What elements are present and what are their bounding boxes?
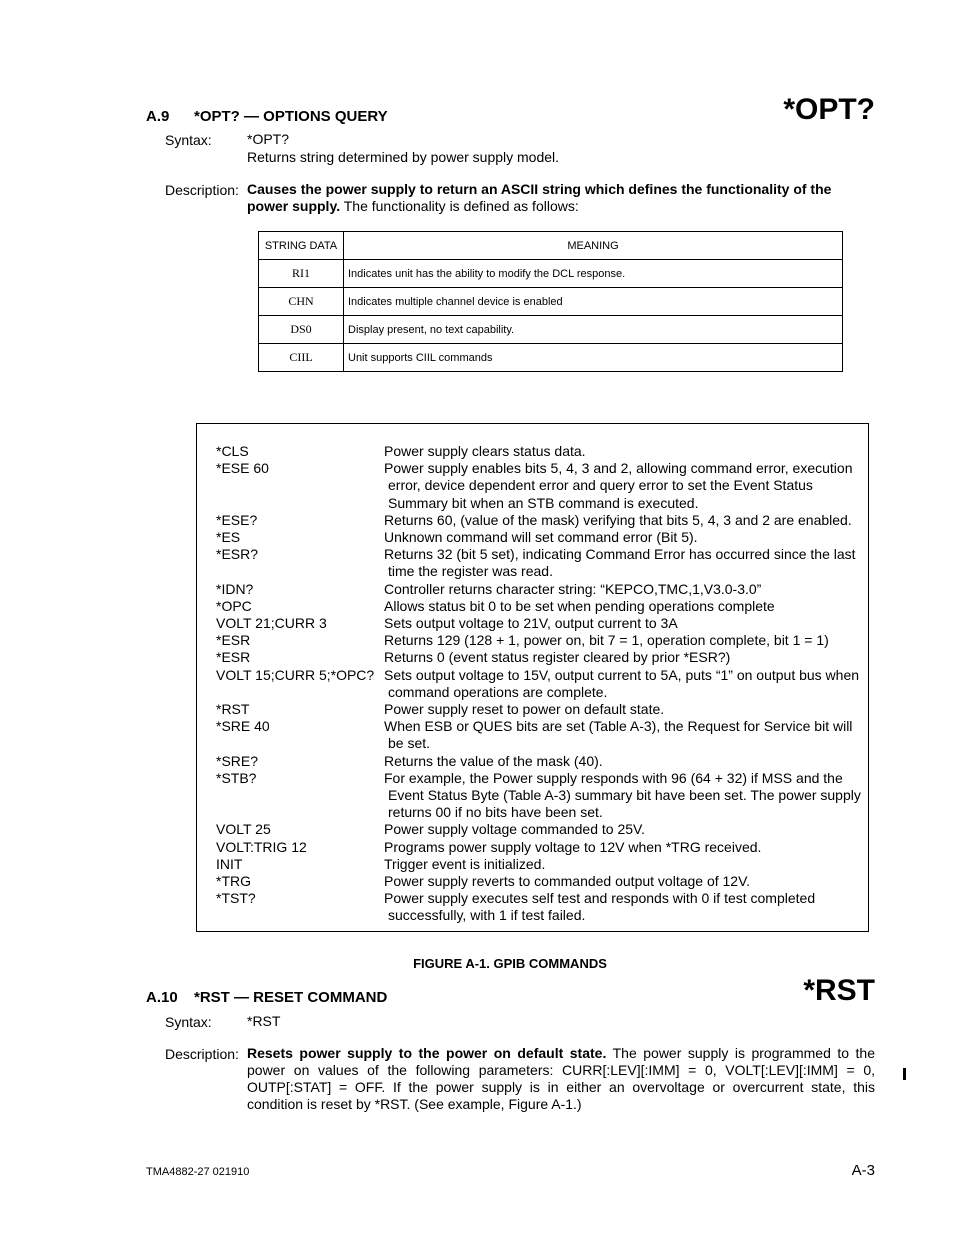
result-line: Returns 129 (128 + 1, power on, bit 7 = 1, operation complete, bit 1 = 1) <box>384 632 829 649</box>
string-meaning: Display present, no text capability. <box>344 316 843 344</box>
command-text: *STB? <box>216 769 257 786</box>
table-row <box>259 344 843 372</box>
table-header-row <box>259 232 843 260</box>
result-line: error, device dependent error and query error to set the Event Status <box>388 477 813 494</box>
result-line: Power supply voltage commanded to 25V. <box>384 821 645 838</box>
result-line: Power supply reverts to commanded output voltage of 12V. <box>384 873 751 889</box>
command-text: *ES <box>216 529 241 545</box>
command-result <box>384 546 864 580</box>
command-result <box>384 701 864 718</box>
table-row <box>259 288 843 316</box>
command-text: VOLT:TRIG 12 <box>216 838 307 855</box>
section-title: *RST — RESET COMMAND <box>194 989 388 1006</box>
result-line: time the register was read. <box>388 563 553 580</box>
footer-page-number: A-3 <box>851 1162 875 1179</box>
rst-command-banner: *RST <box>803 974 875 1007</box>
result-line: Power supply executes self test and responds with 0 if test completed <box>384 890 816 907</box>
result-line: Power supply reset to power on default state. <box>384 701 665 717</box>
description-text <box>247 1045 875 1113</box>
section-a9-heading <box>146 108 388 125</box>
result-line: Returns the value of the mask (40). <box>384 752 603 769</box>
command-result <box>384 615 864 632</box>
section-number: A.9 <box>146 108 170 125</box>
result-line: be set. <box>388 735 431 752</box>
description-bold: Resets power supply to the power on default state. <box>247 1045 607 1061</box>
command-text: *OPC <box>216 597 252 614</box>
command-result <box>384 667 864 701</box>
result-line: Allows status bit 0 to be set when pending operations complete <box>384 597 775 614</box>
result-line: Sets output voltage to 21V, output current to 3A <box>384 615 678 631</box>
string-code: CHN <box>259 288 344 316</box>
result-line: Returns 32 (bit 5 set), indicating Command Error has occurred since the last <box>384 546 856 563</box>
command-text: *CLS <box>216 443 249 459</box>
description-label: Description: <box>165 182 239 198</box>
result-line: Sets output voltage to 15V, output current to 5A, puts “1” on output bus when <box>384 666 860 683</box>
syntax-label: Syntax: <box>165 1014 212 1030</box>
command-text: *TRG <box>216 873 251 889</box>
description-rest: The power supply is programmed to the power on values of the following parameters: CURR[:LEV][:IMM] = 0, VOLT[:LEV][:IMM] = 0, OUTP[:STAT] = OFF. If the power supply is in either an overvoltage or overcurrent state, this condition is reset by *RST. (See example, Figure A-1.) <box>247 1045 876 1112</box>
command-text: *ESE 60 <box>216 460 269 477</box>
result-line: Controller returns character string: “KEPCO,TMC,1,V3.0-3.0” <box>384 580 762 597</box>
command-text: *ESR <box>216 649 251 666</box>
command-result <box>384 512 864 529</box>
result-line: Power supply clears status data. <box>384 443 586 459</box>
opt-command-banner: *OPT? <box>783 93 875 126</box>
command-result <box>384 581 864 598</box>
command-text: *ESE? <box>216 511 258 528</box>
command-result <box>384 753 864 770</box>
command-result <box>384 890 864 924</box>
string-code: CIIL <box>259 344 344 372</box>
header-string-data: STRING DATA <box>259 232 344 260</box>
section-title: *OPT? — OPTIONS QUERY <box>194 108 388 125</box>
command-text: *SRE 40 <box>216 718 270 735</box>
command-text: *ESR? <box>216 546 259 563</box>
description-bold: Causes the power supply to return an ASCII string which defines the functionality of the power supply. <box>247 181 832 214</box>
string-meaning: Indicates unit has the ability to modify the DCL response. <box>344 260 843 288</box>
command-text: *RST <box>216 701 250 717</box>
command-result <box>384 529 864 546</box>
command-text: *IDN? <box>216 580 254 597</box>
string-meaning: Indicates multiple channel device is enabled <box>344 288 843 316</box>
command-result <box>384 770 864 822</box>
command-result <box>384 649 864 666</box>
command-result <box>384 821 864 838</box>
options-table <box>258 231 843 372</box>
command-text: *TST? <box>216 890 256 907</box>
syntax-returns: Returns string determined by power supply model. <box>247 149 560 165</box>
command-result <box>384 443 864 460</box>
command-text: INIT <box>216 855 243 872</box>
description-rest: The functionality is defined as follows: <box>340 198 579 214</box>
command-text: VOLT 15;CURR 5;*OPC? <box>216 666 375 683</box>
syntax-label: Syntax: <box>165 132 212 148</box>
command-result <box>384 873 864 890</box>
command-text: *ESR <box>216 632 251 649</box>
string-code: DS0 <box>259 316 344 344</box>
command-text: *SRE? <box>216 752 259 769</box>
result-line: Returns 60, (value of the mask) verifying that bits 5, 4, 3 and 2 are enabled. <box>384 511 852 528</box>
gpib-commands-figure <box>196 423 869 932</box>
command-text: VOLT 25 <box>216 821 271 838</box>
command-result <box>384 856 864 873</box>
result-line: returns 00 if no bits have been set. <box>388 804 603 821</box>
result-line: When ESB or QUES bits are set (Table A-3), the Request for Service bit will <box>384 718 853 735</box>
result-line: Trigger event is initialized. <box>384 855 546 872</box>
result-line: For example, the Power supply responds with 96 (64 + 32) if MSS and the <box>384 769 843 786</box>
result-line: command operations are complete. <box>388 683 608 700</box>
result-line: Power supply enables bits 5, 4, 3 and 2, allowing command error, execution <box>384 460 853 477</box>
footer-doc-id: TMA4882-27 021910 <box>146 1166 250 1178</box>
command-result <box>384 718 864 752</box>
change-bar <box>903 1068 906 1080</box>
figure-caption: FIGURE A-1. GPIB COMMANDS <box>413 956 607 971</box>
result-line: Programs power supply voltage to 12V when *TRG received. <box>384 838 762 855</box>
result-line: Unknown command will set command error (Bit 5). <box>384 529 698 545</box>
section-number: A.10 <box>146 989 178 1006</box>
command-text: VOLT 21;CURR 3 <box>216 615 327 631</box>
command-result <box>384 839 864 856</box>
header-meaning: MEANING <box>344 232 843 260</box>
command-result <box>384 598 864 615</box>
result-line: Returns 0 (event status register cleared by prior *ESR?) <box>384 649 731 666</box>
string-meaning: Unit supports CIIL commands <box>344 344 843 372</box>
command-result <box>384 460 864 512</box>
table-row <box>259 316 843 344</box>
description-text <box>247 181 875 215</box>
section-a10-heading <box>146 989 387 1006</box>
result-line: successfully, with 1 if test failed. <box>388 907 586 924</box>
table-row <box>259 260 843 288</box>
result-line: Event Status Byte (Table A-3) summary bit have been set. The power supply <box>388 787 861 803</box>
syntax-value: *RST <box>247 1013 281 1029</box>
result-line: Summary bit when an STB command is executed. <box>388 494 699 511</box>
syntax-value: *OPT? <box>247 131 290 147</box>
description-label: Description: <box>165 1046 239 1062</box>
string-code: RI1 <box>259 260 344 288</box>
command-result <box>384 632 864 649</box>
